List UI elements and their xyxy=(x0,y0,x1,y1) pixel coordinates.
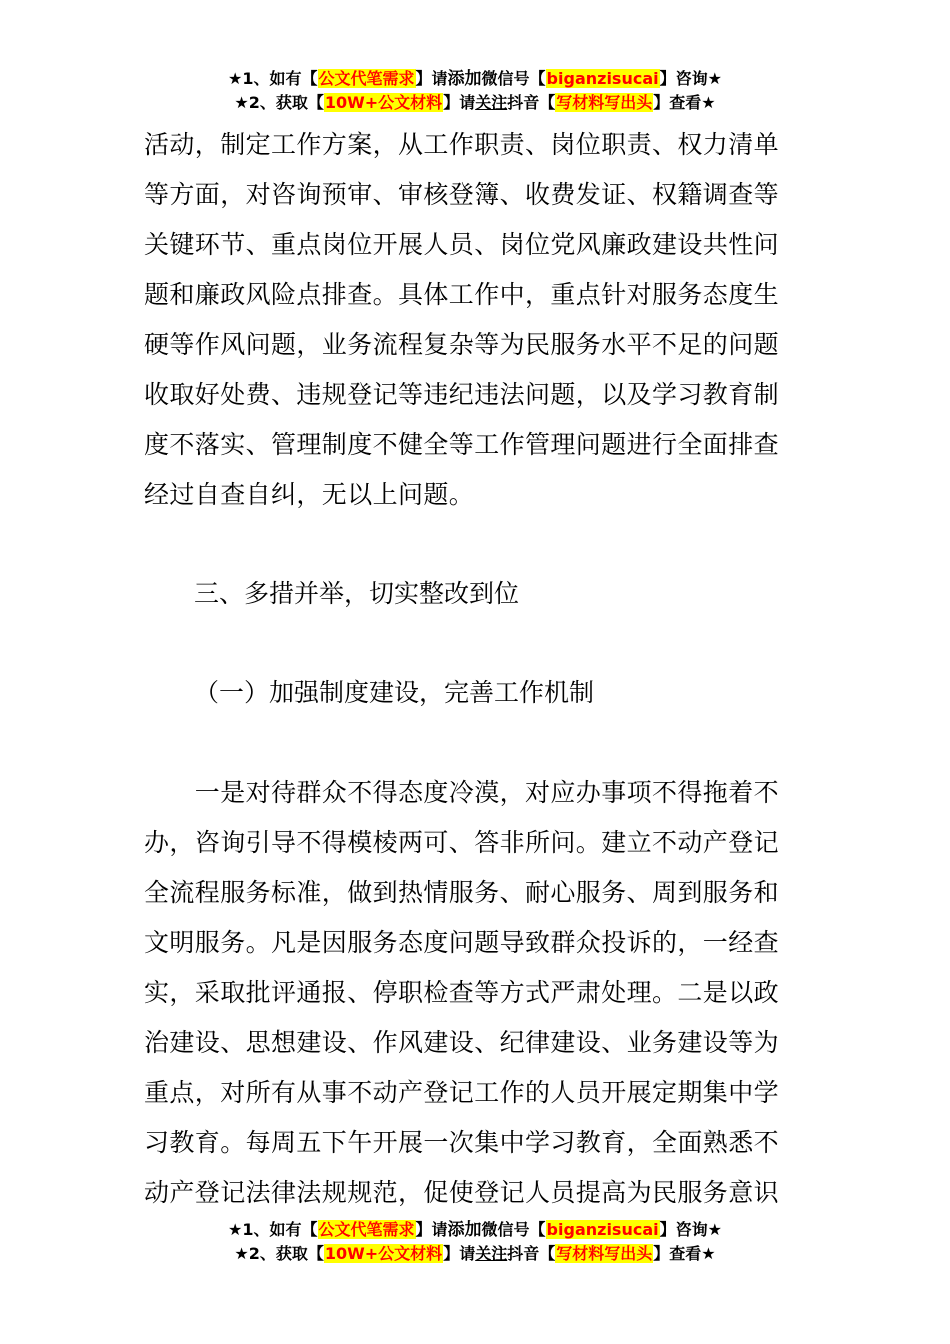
promo-line-1: ★1、如有【公文代笔需求】请添加微信号【biganzisucai】咨询★ xyxy=(228,1220,722,1240)
bottom-promo-banner xyxy=(0,1218,950,1266)
text-line: 动产登记法律法规规范，促使登记人员提高为民服务意识 xyxy=(144,1178,780,1207)
text-line: 题和廉政风险点排查。具体工作中，重点针对服务态度生 xyxy=(144,280,780,309)
text-line: 收取好处费、违规登记等违纪违法问题，以及学习教育制 xyxy=(144,380,780,409)
promo-line-2: ★2、获取【10W+公文材料】请关注抖音【写材料写出头】查看★ xyxy=(234,1244,716,1263)
text-line: 一是对待群众不得态度冷漠，对应办事项不得拖着不 xyxy=(144,778,780,807)
paragraph-measures xyxy=(144,768,806,1218)
text-line: 文明服务。凡是因服务态度问题导致群众投诉的，一经查 xyxy=(144,928,780,957)
text-line: 关键环节、重点岗位开展人员、岗位党风廉政建设共性问 xyxy=(144,230,780,259)
text-line: 治建设、思想建设、作风建设、纪律建设、业务建设等为 xyxy=(144,1028,780,1057)
text-line: 等方面，对咨询预审、审核登簿、收费发证、权籍调查等 xyxy=(144,180,780,209)
paragraph-self-inspection xyxy=(144,120,806,520)
promo-line-2: ★2、获取【10W+公文材料】请关注抖音【写材料写出头】查看★ xyxy=(234,93,716,112)
highlight-materials: 10W+公文材料 xyxy=(324,93,443,112)
text-line: 实，采取批评通报、停职检查等方式严肃处理。二是以政 xyxy=(144,978,780,1007)
highlight-douyin-account: 写材料写出头 xyxy=(556,1244,653,1263)
text-line: 度不落实、管理制度不健全等工作管理问题进行全面排查 xyxy=(144,430,780,459)
highlight-writing-service: 公文代笔需求 xyxy=(318,69,415,88)
text-line: 硬等作风问题，业务流程复杂等为民服务水平不足的问题 xyxy=(144,330,780,359)
top-promo-banner xyxy=(0,67,950,115)
highlight-wechat-id: biganzisucai xyxy=(546,1220,659,1239)
text-line: 重点，对所有从事不动产登记工作的人员开展定期集中学 xyxy=(144,1078,780,1107)
section-heading: 三、多措并举，切实整改到位 xyxy=(194,579,520,608)
text-line: 办，咨询引导不得模棱两可、答非所问。建立不动产登记 xyxy=(144,828,780,857)
text-line: 全流程服务标准，做到热情服务、耐心服务、周到服务和 xyxy=(144,878,780,907)
text-line: 经过自查自纠，无以上问题。 xyxy=(144,480,475,509)
text-line: 活动，制定工作方案，从工作职责、岗位职责、权力清单 xyxy=(144,130,780,159)
subsection-heading: （一）加强制度建设，完善工作机制 xyxy=(194,678,595,707)
highlight-wechat-id: biganzisucai xyxy=(546,69,659,88)
promo-line-1: ★1、如有【公文代笔需求】请添加微信号【biganzisucai】咨询★ xyxy=(228,69,722,89)
text-line: 习教育。每周五下午开展一次集中学习教育，全面熟悉不 xyxy=(144,1128,780,1157)
highlight-materials: 10W+公文材料 xyxy=(324,1244,443,1263)
highlight-writing-service: 公文代笔需求 xyxy=(318,1220,415,1239)
highlight-douyin-account: 写材料写出头 xyxy=(556,93,653,112)
